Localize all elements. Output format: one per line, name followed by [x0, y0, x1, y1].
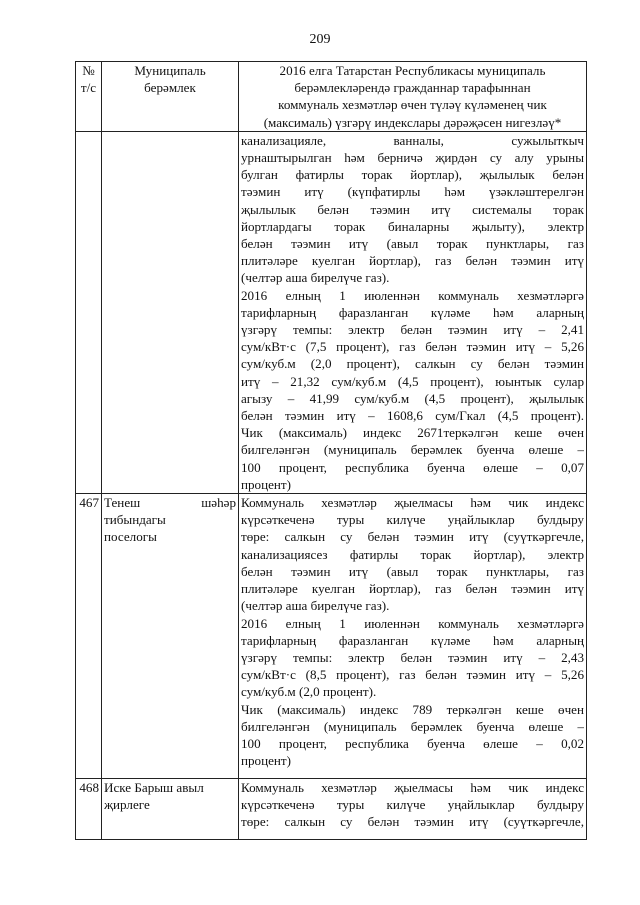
text-line: 100 процент, республика буенча өлеше – 0,07	[241, 459, 584, 475]
text-line: итү – 21,32 сум/куб.м (4,5 процент), юынтык сулар	[241, 373, 584, 389]
text-line: күрсәткеченә туры килүче уңайлыклар булдыру	[241, 797, 584, 813]
text-line: Чик (максималь) индекс 789 теркәлгән кеше өчен	[241, 701, 584, 717]
text-line: Чик (максималь) индекс 2671теркәлгән кеше өчен	[241, 425, 584, 441]
row-num: 468	[76, 779, 102, 840]
table-row	[76, 131, 587, 493]
page-number: 209	[309, 32, 331, 47]
tariff-table	[75, 61, 587, 840]
header-municipality-line: Муниципаль	[134, 63, 206, 78]
text-line: белән тәэмин итү – 1608,6 сум/Гкал (4,5 процент).	[241, 408, 584, 424]
text-line: сум/куб.м (2,0 процент).	[241, 684, 377, 700]
text-line: 100 процент, республика буенча өлеше – 0,02	[241, 735, 584, 751]
header-num	[76, 62, 102, 132]
text-line: Коммуналь хезмәтләр җыелмасы һәм чик индекс	[241, 780, 584, 796]
row-num	[76, 131, 102, 493]
text-line: урнаштырылган һәм берничә җирдән су алу урыны	[241, 150, 584, 166]
text-line: Коммуналь хезмәтләр җыелмасы һәм чик индекс	[241, 495, 584, 511]
text-line: (челтәр аша бирелүче газ).	[241, 598, 390, 614]
row-municipality	[102, 131, 239, 493]
text-line: төре: салкын су белән тәэмин итү (суүткәргечле,	[241, 814, 584, 830]
text-line: билгеләнгән (муниципаль берәмлек буенча өлеше –	[241, 442, 584, 458]
municipality-line	[104, 494, 236, 511]
text-line: процент)	[241, 753, 292, 769]
header-description-line: берәмлекләрендә гражданнар тарафыннан	[294, 80, 531, 96]
row-municipality	[102, 779, 239, 840]
municipality-word: Тенеш	[104, 495, 141, 511]
table-header-row	[76, 62, 587, 132]
header-description-line: 2016 елга Татарстан Республикасы муниципаль	[279, 63, 546, 78]
municipality-word: шәһәр	[201, 495, 236, 511]
text-line: билгеләнгән (муниципаль берәмлек буенча өлеше –	[241, 718, 584, 734]
text-line: сум/кВт·с (8,5 процент), газ белән тәэмин итү – 5,26	[241, 667, 584, 683]
header-description-line: (максималь) үзгәрү индекслары дәрәҗәсен нигезләү*	[263, 114, 562, 130]
table-row	[76, 779, 587, 840]
text-line: плитәләре куелган йортлар), газ белән тәэмин итү	[241, 581, 584, 597]
row-text	[239, 779, 587, 840]
text-line: белән тәэмин итү (авыл торак пунктлары, газ	[241, 563, 584, 579]
text-line: плитәләре куелган йортлар), газ белән тәэмин итү	[241, 253, 584, 269]
text-line: җылылык белән тәэмин итү системалы торак	[241, 201, 584, 217]
municipality-line: Иске Барыш авыл	[104, 780, 204, 796]
text-line: 2016 елның 1 июленнән коммуналь хезмәтләргә	[241, 287, 584, 303]
text-line: булган фатирлы торак йортлар), җылылык белән	[241, 167, 584, 183]
text-line: (челтәр аша бирелүче газ).	[241, 270, 390, 286]
text-line: 2016 елның 1 июленнән коммуналь хезмәтләргә	[241, 615, 584, 631]
header-num-line: т/с	[80, 80, 97, 96]
municipality-line: җирлеге	[104, 797, 150, 813]
text-line: үзгәрү темпы: электр белән тәэмин итү – 2,43	[241, 649, 584, 665]
text-line: процент)	[241, 476, 292, 492]
header-municipality-line: берәмлек	[144, 80, 196, 96]
text-line: үзгәрү темпы: электр белән тәэмин итү – 2,41	[241, 322, 584, 338]
table-row	[76, 494, 587, 779]
header-description	[239, 62, 587, 132]
text-line: төре: салкын су белән тәэмин итү (суүткәргечле,	[241, 529, 584, 545]
text-line: сум/куб.м (2,0 процент), салкын су белән тәэмин	[241, 356, 584, 372]
text-line: агызу – 41,99 сум/куб.м (4,5 процент), җылылык	[241, 390, 584, 406]
header-description-line: коммуналь хезмәтләр өчен түләү күләменең чик	[278, 97, 547, 113]
text-line: тарифларның фаразланган күләме һәм аларның	[241, 304, 584, 320]
row-municipality	[102, 494, 239, 779]
text-line: тәэмин итү (күпфатирлы һәм үзәклəштерелгəн	[241, 184, 584, 200]
text-line: канализацияле, ванналы, сужылыткыч	[241, 132, 584, 148]
row-text	[239, 494, 587, 779]
municipality-line: поселогы	[104, 529, 157, 545]
text-line: йортлардагы торак биналарны җылыту), электр	[241, 218, 584, 234]
text-line: күрсәткеченә туры килүче уңайлыклар булдыру	[241, 512, 584, 528]
text-line: канализациясез фатирлы торак йортлар), электр	[241, 546, 584, 562]
text-line: белән тәэмин итү (авыл торак пунктлары, газ	[241, 236, 584, 252]
row-num: 467	[76, 494, 102, 779]
header-municipality	[102, 62, 239, 132]
header-num-line: №	[82, 63, 95, 78]
text-line: сум/кВт·с (7,5 процент), газ белән тәэмин итү – 5,26	[241, 339, 584, 355]
text-line: тарифларның фаразланган күләме һәм аларның	[241, 632, 584, 648]
municipality-line: тибындагы	[104, 512, 166, 528]
row-text	[239, 131, 587, 493]
